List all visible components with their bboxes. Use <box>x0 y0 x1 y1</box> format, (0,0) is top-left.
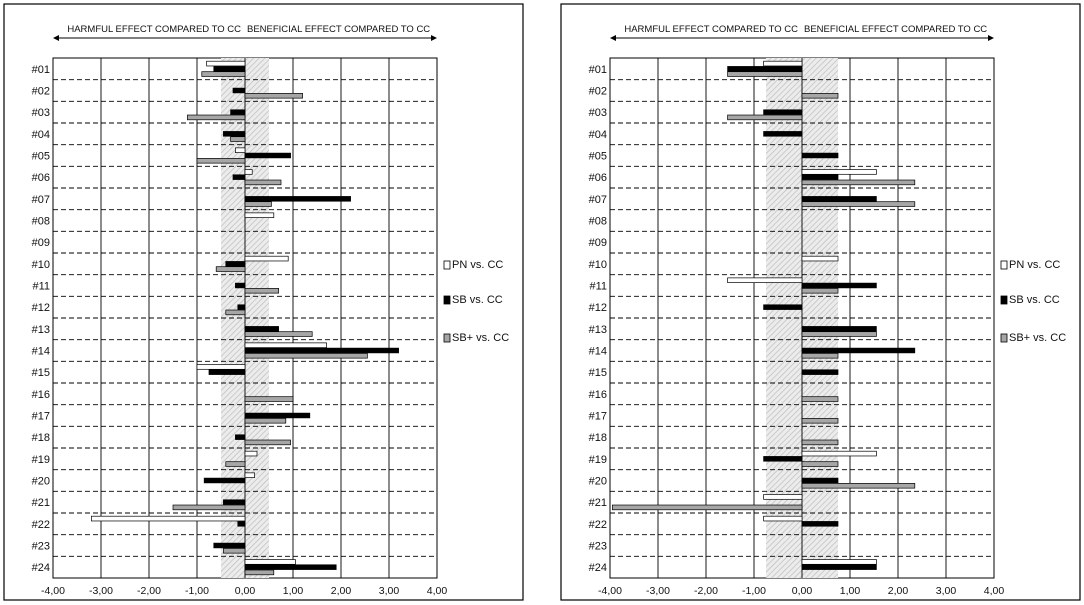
x-tick-label: -2,00 <box>694 585 718 597</box>
row-label: #15 <box>31 367 50 380</box>
row-label: #22 <box>31 518 50 531</box>
row-label: #06 <box>588 172 607 185</box>
x-tick-label: -1,00 <box>742 585 766 597</box>
bar-pn-10 <box>245 256 288 261</box>
bar-sb-20 <box>802 478 838 483</box>
bar-pn-24 <box>245 560 295 565</box>
bar-pn-06 <box>245 170 252 175</box>
x-tick-label: 3,00 <box>378 585 400 597</box>
bar-sbplus-24 <box>245 570 274 575</box>
bar-sbplus-11 <box>245 288 279 293</box>
bar-pn-14 <box>245 343 327 348</box>
row-label: #17 <box>31 410 50 423</box>
chart-panel-right <box>557 0 1084 605</box>
bar-sbplus-06 <box>245 180 281 185</box>
bar-sbplus-03 <box>728 115 802 120</box>
bar-sbplus-19 <box>802 462 838 467</box>
bar-sbplus-01 <box>202 72 245 77</box>
bar-sbplus-21 <box>612 505 802 510</box>
bar-sbplus-14 <box>245 353 367 358</box>
row-label: #19 <box>588 453 607 466</box>
beneficial-effect-label: BENEFICIAL EFFECT COMPARED TO CC <box>804 24 988 35</box>
row-label: #17 <box>588 410 607 423</box>
bar-sb-03 <box>764 110 802 115</box>
bar-sbplus-12 <box>226 310 245 315</box>
bar-pn-15 <box>197 365 245 370</box>
bar-sb-15 <box>209 370 245 375</box>
bar-sb-10 <box>226 261 245 266</box>
bar-pn-20 <box>245 473 255 478</box>
legend-swatch <box>444 261 450 269</box>
bar-sb-22 <box>802 521 838 526</box>
legend-label: SB vs. CC <box>1009 294 1060 306</box>
bar-sb-11 <box>802 283 876 288</box>
bar-sb-20 <box>204 478 245 483</box>
row-label: #16 <box>588 388 607 401</box>
bar-sb-07 <box>802 196 876 201</box>
bar-sb-15 <box>802 370 838 375</box>
bar-sbplus-18 <box>802 440 838 445</box>
bar-sbplus-18 <box>245 440 291 445</box>
bar-sb-14 <box>245 348 399 353</box>
legend-label: SB+ vs. CC <box>452 332 510 344</box>
row-label: #13 <box>31 323 50 336</box>
bar-pn-05 <box>235 148 245 153</box>
row-label: #10 <box>588 258 607 271</box>
legend-label: SB+ vs. CC <box>1009 332 1067 344</box>
legend-swatch <box>1001 261 1007 269</box>
legend-swatch <box>444 334 450 342</box>
bar-pn-01 <box>764 61 802 66</box>
x-tick-label: 0,00 <box>791 585 813 597</box>
x-tick-label: 2,00 <box>887 585 909 597</box>
row-label: #24 <box>31 562 50 575</box>
bar-pn-01 <box>207 61 245 66</box>
bar-sb-12 <box>238 305 245 310</box>
chart-panel-left <box>0 0 527 605</box>
bar-sbplus-07 <box>802 202 915 207</box>
bar-sbplus-19 <box>226 462 245 467</box>
row-label: #14 <box>588 345 607 358</box>
row-label: #23 <box>31 540 50 553</box>
bar-sb-13 <box>802 326 876 331</box>
bar-sbplus-13 <box>802 332 876 337</box>
bar-sb-01 <box>214 66 245 71</box>
row-label: #05 <box>31 150 50 163</box>
bar-sb-13 <box>245 326 279 331</box>
row-label: #20 <box>31 475 50 488</box>
bar-sbplus-23 <box>223 548 245 553</box>
bar-pn-21 <box>764 495 802 500</box>
row-label: #08 <box>588 215 607 228</box>
row-label: #09 <box>31 237 50 250</box>
legend-swatch <box>1001 296 1007 304</box>
legend-label: PN vs. CC <box>452 259 504 271</box>
row-label: #24 <box>588 562 607 575</box>
row-label: #18 <box>588 432 607 445</box>
bar-pn-19 <box>802 451 876 456</box>
row-label: #18 <box>31 432 50 445</box>
row-label: #15 <box>588 367 607 380</box>
bar-sb-22 <box>238 521 245 526</box>
row-label: #19 <box>31 453 50 466</box>
bar-sb-03 <box>231 110 245 115</box>
row-label: #11 <box>32 280 50 293</box>
bar-sb-18 <box>235 435 245 440</box>
x-tick-label: -3,00 <box>646 585 670 597</box>
bar-sbplus-05 <box>197 158 245 163</box>
bar-sb-07 <box>245 196 351 201</box>
bar-sb-04 <box>764 131 802 136</box>
bar-sbplus-13 <box>245 332 312 337</box>
bar-sb-23 <box>214 543 245 548</box>
bar-sb-17 <box>245 413 310 418</box>
row-label: #04 <box>31 128 50 141</box>
x-tick-label: -4,00 <box>598 585 622 597</box>
bar-sb-02 <box>233 88 245 93</box>
row-label: #12 <box>588 302 607 315</box>
row-label: #07 <box>31 193 50 206</box>
bar-sb-01 <box>728 66 802 71</box>
row-label: #07 <box>588 193 607 206</box>
bar-sbplus-10 <box>216 267 245 272</box>
harmful-effect-label: HARMFUL EFFECT COMPARED TO CC <box>67 24 241 35</box>
bar-sb-19 <box>764 456 802 461</box>
x-tick-label: 1,00 <box>282 585 304 597</box>
bar-sbplus-02 <box>802 93 838 98</box>
row-label: #20 <box>588 475 607 488</box>
row-label: #21 <box>588 497 607 510</box>
row-label: #04 <box>588 128 607 141</box>
bar-sbplus-02 <box>245 93 303 98</box>
row-label: #14 <box>31 345 50 358</box>
bar-sbplus-16 <box>245 397 293 402</box>
bar-sb-14 <box>802 348 915 353</box>
bar-pn-06 <box>802 170 876 175</box>
x-tick-label: -3,00 <box>89 585 113 597</box>
x-tick-label: 3,00 <box>935 585 957 597</box>
row-label: #21 <box>31 497 50 510</box>
row-label: #11 <box>589 280 607 293</box>
row-label: #02 <box>31 85 50 98</box>
row-label: #22 <box>588 518 607 531</box>
bar-sbplus-07 <box>245 202 271 207</box>
legend-label: PN vs. CC <box>1009 259 1061 271</box>
bar-sb-12 <box>764 305 802 310</box>
bar-pn-24 <box>802 560 876 565</box>
legend-label: SB vs. CC <box>452 294 503 306</box>
chart-svg <box>0 0 527 605</box>
row-label: #16 <box>31 388 50 401</box>
chart-svg <box>557 0 1084 605</box>
row-label: #23 <box>588 540 607 553</box>
bar-pn-08 <box>245 213 274 218</box>
bar-sbplus-04 <box>231 137 245 142</box>
x-tick-label: 0,00 <box>234 585 256 597</box>
bar-sbplus-21 <box>173 505 245 510</box>
row-label: #02 <box>588 85 607 98</box>
x-tick-label: -4,00 <box>41 585 65 597</box>
bar-sbplus-03 <box>187 115 245 120</box>
x-tick-label: 2,00 <box>330 585 352 597</box>
row-label: #03 <box>588 107 607 120</box>
bar-sbplus-06 <box>802 180 915 185</box>
row-label: #08 <box>31 215 50 228</box>
bar-sbplus-20 <box>802 483 915 488</box>
x-tick-label: 1,00 <box>839 585 861 597</box>
x-tick-label: 4,00 <box>426 585 448 597</box>
row-label: #06 <box>31 172 50 185</box>
bar-pn-11 <box>728 278 802 283</box>
bar-pn-10 <box>802 256 838 261</box>
bar-sb-21 <box>223 500 245 505</box>
bar-sb-24 <box>802 565 876 570</box>
beneficial-effect-label: BENEFICIAL EFFECT COMPARED TO CC <box>247 24 431 35</box>
bar-sbplus-11 <box>802 288 838 293</box>
bar-sb-05 <box>245 153 291 158</box>
row-label: #09 <box>588 237 607 250</box>
bar-sbplus-17 <box>245 418 286 423</box>
row-label: #01 <box>31 63 50 76</box>
bar-pn-19 <box>245 451 257 456</box>
row-label: #12 <box>31 302 50 315</box>
bar-sbplus-17 <box>802 418 838 423</box>
x-tick-label: 4,00 <box>983 585 1005 597</box>
row-label: #01 <box>588 63 607 76</box>
bar-sb-11 <box>235 283 245 288</box>
bar-sbplus-01 <box>728 72 802 77</box>
bar-sb-24 <box>245 565 336 570</box>
row-label: #05 <box>588 150 607 163</box>
bar-sbplus-16 <box>802 397 838 402</box>
legend-swatch <box>444 296 450 304</box>
row-label: #13 <box>588 323 607 336</box>
row-label: #10 <box>31 258 50 271</box>
bar-sb-04 <box>223 131 245 136</box>
legend-swatch <box>1001 334 1007 342</box>
bar-pn-22 <box>91 516 245 521</box>
bar-pn-22 <box>764 516 802 521</box>
bar-sbplus-14 <box>802 353 838 358</box>
row-label: #03 <box>31 107 50 120</box>
x-tick-label: -2,00 <box>137 585 161 597</box>
bar-sb-06 <box>802 175 838 180</box>
x-tick-label: -1,00 <box>185 585 209 597</box>
bar-sb-05 <box>802 153 838 158</box>
bar-sb-06 <box>233 175 245 180</box>
harmful-effect-label: HARMFUL EFFECT COMPARED TO CC <box>624 24 798 35</box>
